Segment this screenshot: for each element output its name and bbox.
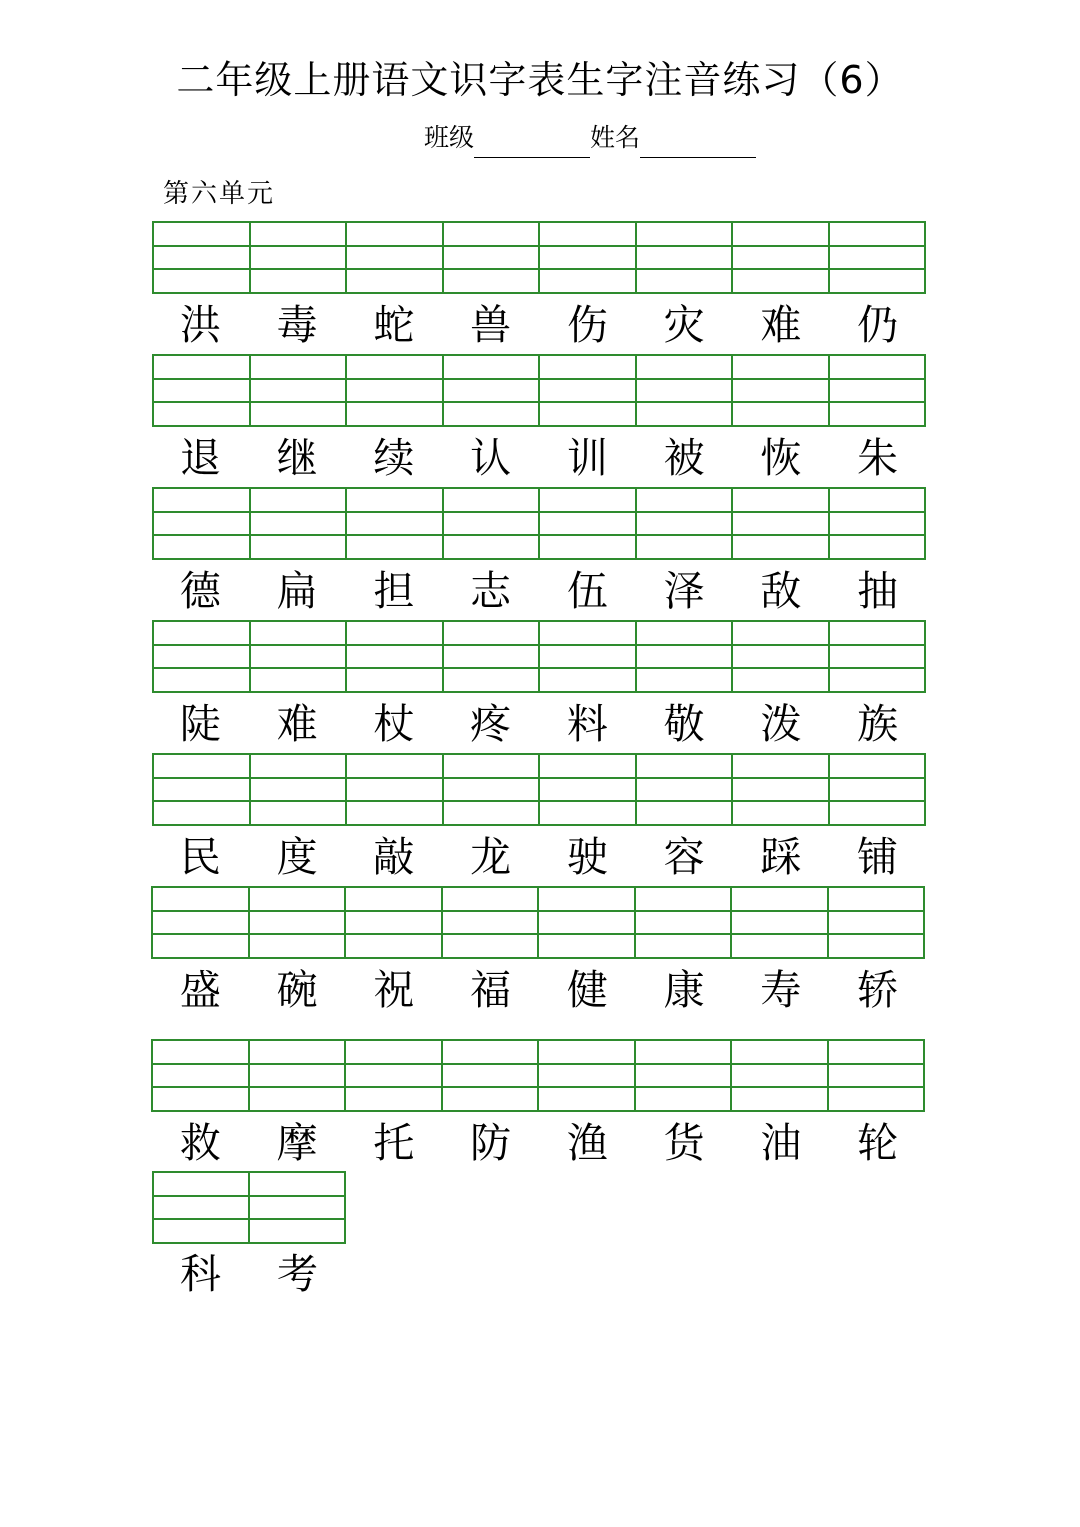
pinyin-cell[interactable] xyxy=(637,622,734,691)
class-blank[interactable] xyxy=(474,127,590,158)
pinyin-cell[interactable] xyxy=(636,1041,733,1110)
hanzi-character: 度 xyxy=(276,833,318,881)
class-label: 班级 xyxy=(424,123,475,152)
hanzi-character: 伤 xyxy=(566,301,608,349)
pinyin-cell[interactable] xyxy=(637,356,734,425)
pinyin-cell[interactable] xyxy=(540,223,637,292)
hanzi-character: 铺 xyxy=(857,833,899,881)
pinyin-cell[interactable] xyxy=(154,356,251,425)
pinyin-cell[interactable] xyxy=(444,622,541,691)
pinyin-cell[interactable] xyxy=(154,755,251,824)
hanzi-character: 科 xyxy=(180,1250,221,1298)
hanzi-character: 灾 xyxy=(663,301,705,349)
hanzi-character: 轮 xyxy=(857,1119,899,1167)
character-row xyxy=(152,827,926,887)
pinyin-cell[interactable] xyxy=(154,1173,250,1242)
hanzi-character: 敌 xyxy=(760,567,802,615)
pinyin-cell[interactable] xyxy=(733,356,830,425)
hanzi-character: 认 xyxy=(470,434,512,482)
character-row xyxy=(152,1113,926,1173)
character-row xyxy=(152,694,926,754)
hanzi-character: 继 xyxy=(276,434,318,482)
pinyin-cell[interactable] xyxy=(347,755,444,824)
pinyin-cell[interactable] xyxy=(539,1041,636,1110)
pinyin-cell[interactable] xyxy=(830,223,925,292)
student-info-line xyxy=(424,118,756,158)
pinyin-cell[interactable] xyxy=(251,356,348,425)
pinyin-cell[interactable] xyxy=(154,223,251,292)
hanzi-character: 防 xyxy=(470,1119,512,1167)
hanzi-character: 摩 xyxy=(276,1119,318,1167)
name-label: 姓名 xyxy=(590,123,641,152)
hanzi-character: 康 xyxy=(663,966,705,1014)
pinyin-cell[interactable] xyxy=(251,489,348,558)
pinyin-cell[interactable] xyxy=(733,755,830,824)
pinyin-grid-row xyxy=(152,354,926,427)
hanzi-character: 祝 xyxy=(373,966,415,1014)
hanzi-character: 民 xyxy=(179,833,221,881)
character-row xyxy=(152,960,926,1020)
hanzi-character: 洪 xyxy=(179,301,221,349)
pinyin-cell[interactable] xyxy=(347,223,444,292)
pinyin-cell[interactable] xyxy=(733,223,830,292)
hanzi-character: 考 xyxy=(277,1250,318,1298)
hanzi-character: 驶 xyxy=(566,833,608,881)
pinyin-cell[interactable] xyxy=(346,888,443,957)
pinyin-cell[interactable] xyxy=(346,1041,443,1110)
pinyin-cell[interactable] xyxy=(347,489,444,558)
pinyin-grid-row xyxy=(151,886,925,959)
hanzi-character: 盛 xyxy=(179,966,221,1014)
pinyin-cell[interactable] xyxy=(251,755,348,824)
pinyin-cell[interactable] xyxy=(154,489,251,558)
pinyin-cell[interactable] xyxy=(732,1041,829,1110)
hanzi-character: 油 xyxy=(760,1119,802,1167)
hanzi-character: 抽 xyxy=(857,567,899,615)
pinyin-cell[interactable] xyxy=(154,622,251,691)
hanzi-character: 续 xyxy=(373,434,415,482)
pinyin-cell[interactable] xyxy=(251,223,348,292)
pinyin-cell[interactable] xyxy=(347,356,444,425)
hanzi-character: 兽 xyxy=(470,301,512,349)
pinyin-cell[interactable] xyxy=(539,888,636,957)
pinyin-cell[interactable] xyxy=(829,1041,924,1110)
pinyin-cell[interactable] xyxy=(153,1041,250,1110)
pinyin-grid-row xyxy=(152,487,926,560)
pinyin-cell[interactable] xyxy=(733,622,830,691)
pinyin-cell[interactable] xyxy=(732,888,829,957)
pinyin-cell[interactable] xyxy=(444,489,541,558)
hanzi-character: 疼 xyxy=(470,700,512,748)
character-row xyxy=(152,561,926,621)
hanzi-character: 敬 xyxy=(663,700,705,748)
hanzi-character: 轿 xyxy=(857,966,899,1014)
hanzi-character: 朱 xyxy=(857,434,899,482)
hanzi-character: 伍 xyxy=(566,567,608,615)
pinyin-cell[interactable] xyxy=(443,888,540,957)
pinyin-cell[interactable] xyxy=(830,755,925,824)
pinyin-cell[interactable] xyxy=(540,489,637,558)
pinyin-cell[interactable] xyxy=(540,622,637,691)
hanzi-character: 恢 xyxy=(760,434,802,482)
page-title: 二年级上册语文识字表生字注音练习（6） xyxy=(176,58,904,102)
pinyin-cell[interactable] xyxy=(444,755,541,824)
hanzi-character: 训 xyxy=(566,434,608,482)
hanzi-character: 龙 xyxy=(470,833,512,881)
hanzi-character: 难 xyxy=(760,301,802,349)
hanzi-character: 德 xyxy=(179,567,221,615)
hanzi-character: 救 xyxy=(179,1119,221,1167)
pinyin-cell[interactable] xyxy=(830,622,925,691)
hanzi-character: 毒 xyxy=(276,301,318,349)
pinyin-cell[interactable] xyxy=(347,622,444,691)
hanzi-character: 志 xyxy=(470,567,512,615)
hanzi-character: 福 xyxy=(470,966,512,1014)
name-blank[interactable] xyxy=(640,127,756,158)
hanzi-character: 敲 xyxy=(373,833,415,881)
hanzi-character: 担 xyxy=(373,567,415,615)
pinyin-cell[interactable] xyxy=(636,888,733,957)
hanzi-character: 健 xyxy=(566,966,608,1014)
hanzi-character: 碗 xyxy=(276,966,318,1014)
hanzi-character: 容 xyxy=(663,833,705,881)
pinyin-cell[interactable] xyxy=(637,755,734,824)
pinyin-cell[interactable] xyxy=(637,489,734,558)
pinyin-grid-row xyxy=(152,221,926,294)
pinyin-cell[interactable] xyxy=(829,888,924,957)
pinyin-grid-row xyxy=(151,1039,925,1112)
pinyin-cell[interactable] xyxy=(444,223,541,292)
pinyin-cell[interactable] xyxy=(250,1041,347,1110)
character-row xyxy=(152,1244,926,1304)
pinyin-cell[interactable] xyxy=(830,356,925,425)
pinyin-cell[interactable] xyxy=(153,888,250,957)
hanzi-character: 料 xyxy=(566,700,608,748)
hanzi-character: 难 xyxy=(276,700,318,748)
pinyin-cell[interactable] xyxy=(250,1173,344,1242)
pinyin-grid-row xyxy=(152,620,926,693)
hanzi-character: 泽 xyxy=(663,567,705,615)
hanzi-character: 被 xyxy=(663,434,705,482)
pinyin-cell[interactable] xyxy=(443,1041,540,1110)
hanzi-character: 货 xyxy=(663,1119,705,1167)
character-row xyxy=(152,295,926,355)
hanzi-character: 族 xyxy=(857,700,899,748)
unit-label: 第六单元 xyxy=(163,179,276,209)
hanzi-character: 蛇 xyxy=(373,301,415,349)
hanzi-character: 仍 xyxy=(857,301,899,349)
hanzi-character: 杖 xyxy=(373,700,415,748)
pinyin-cell[interactable] xyxy=(540,356,637,425)
hanzi-character: 托 xyxy=(373,1119,415,1167)
pinyin-cell[interactable] xyxy=(830,489,925,558)
pinyin-cell[interactable] xyxy=(733,489,830,558)
hanzi-character: 泼 xyxy=(760,700,802,748)
hanzi-character: 渔 xyxy=(566,1119,608,1167)
character-row xyxy=(152,428,926,488)
hanzi-character: 寿 xyxy=(760,966,802,1014)
hanzi-character: 陡 xyxy=(179,700,221,748)
pinyin-cell[interactable] xyxy=(444,356,541,425)
pinyin-cell[interactable] xyxy=(637,223,734,292)
pinyin-grid-row xyxy=(152,753,926,826)
hanzi-character: 退 xyxy=(179,434,221,482)
hanzi-character: 踩 xyxy=(760,833,802,881)
pinyin-grid-row xyxy=(152,1171,346,1244)
pinyin-cell[interactable] xyxy=(540,755,637,824)
pinyin-cell[interactable] xyxy=(250,888,347,957)
hanzi-character: 扁 xyxy=(276,567,318,615)
pinyin-cell[interactable] xyxy=(251,622,348,691)
